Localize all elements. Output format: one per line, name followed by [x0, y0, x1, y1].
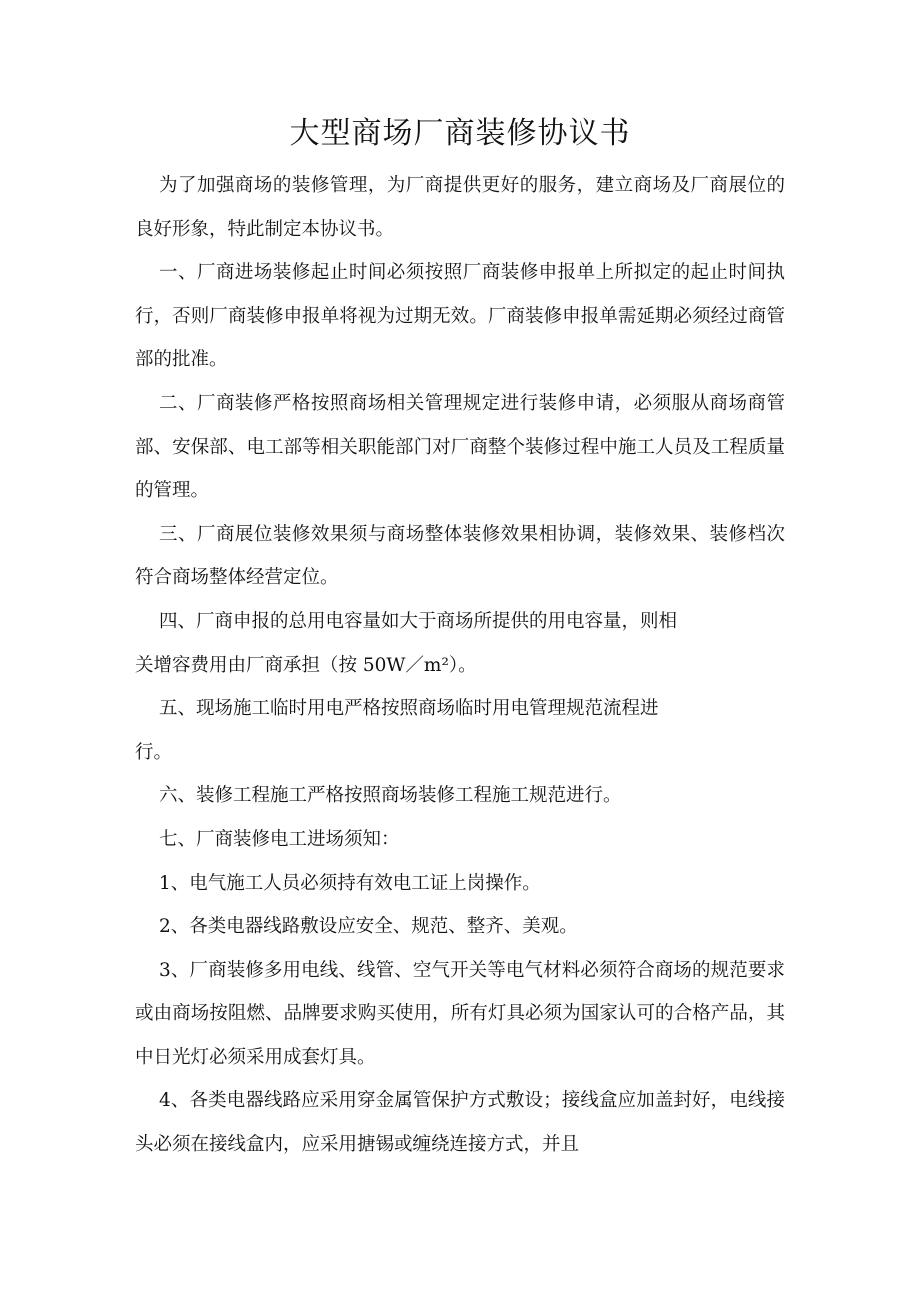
document-body: [135, 164, 785, 1167]
item-4: 4、各类电器线路应采用穿金属管保护方式敷设；接线盒应加盖封好，电线接头必须在接线盒内，应采用搪锡或缠绕连接方式，并且: [135, 1090, 785, 1156]
clause-3: 三、厂商展位装修效果须与商场整体装修效果相协调，装修效果、装修档次符合商场整体经营定位。: [135, 523, 785, 589]
clause-6: 六、装修工程施工严格按照商场装修工程施工规范进行。: [159, 785, 622, 807]
item-2: 2、各类电器线路敷设应安全、规范、整齐、美观。: [159, 916, 578, 938]
intro-paragraph: 为了加强商场的装修管理，为厂商提供更好的服务，建立商场及厂商展位的良好形象，特此制定本协议书。: [135, 175, 785, 240]
clause-7: 七、厂商装修电工进场须知：: [159, 828, 400, 850]
item-1: 1、电气施工人员必须持有效电工证上岗操作。: [159, 872, 541, 894]
clause-4-line-1: 四、厂商申报的总用电容量如大于商场所提供的用电容量，则相: [159, 610, 678, 632]
clause-2: 二、厂商装修严格按照商场相关管理规定进行装修申请，必须服从商场商管部、安保部、电工部等相关职能部门对厂商整个装修过程中施工人员及工程质量的管理。: [135, 392, 785, 502]
clause-4-line-2: 关增容费用由厂商承担（按 50W／m²）。: [135, 654, 477, 676]
item-3: 3、厂商装修多用电线、线管、空气开关等电气材料必须符合商场的规范要求或由商场按阻燃、品牌要求购买使用，所有灯具必须为国家认可的合格产品，其中日光灯必须采用成套灯具。: [135, 959, 785, 1068]
clause-1: 一、厂商进场装修起止时间必须按照厂商装修申报单上所拟定的起止时间执行，否则厂商装修申报单将视为过期无效。厂商装修申报单需延期必须经过商管部的批准。: [135, 262, 785, 371]
document-title: 大型商场厂商装修协议书: [289, 116, 631, 151]
clause-5-line-1: 五、现场施工临时用电严格按照商场临时用电管理规范流程进: [159, 698, 659, 720]
clause-5-line-2: 行。: [135, 741, 173, 763]
